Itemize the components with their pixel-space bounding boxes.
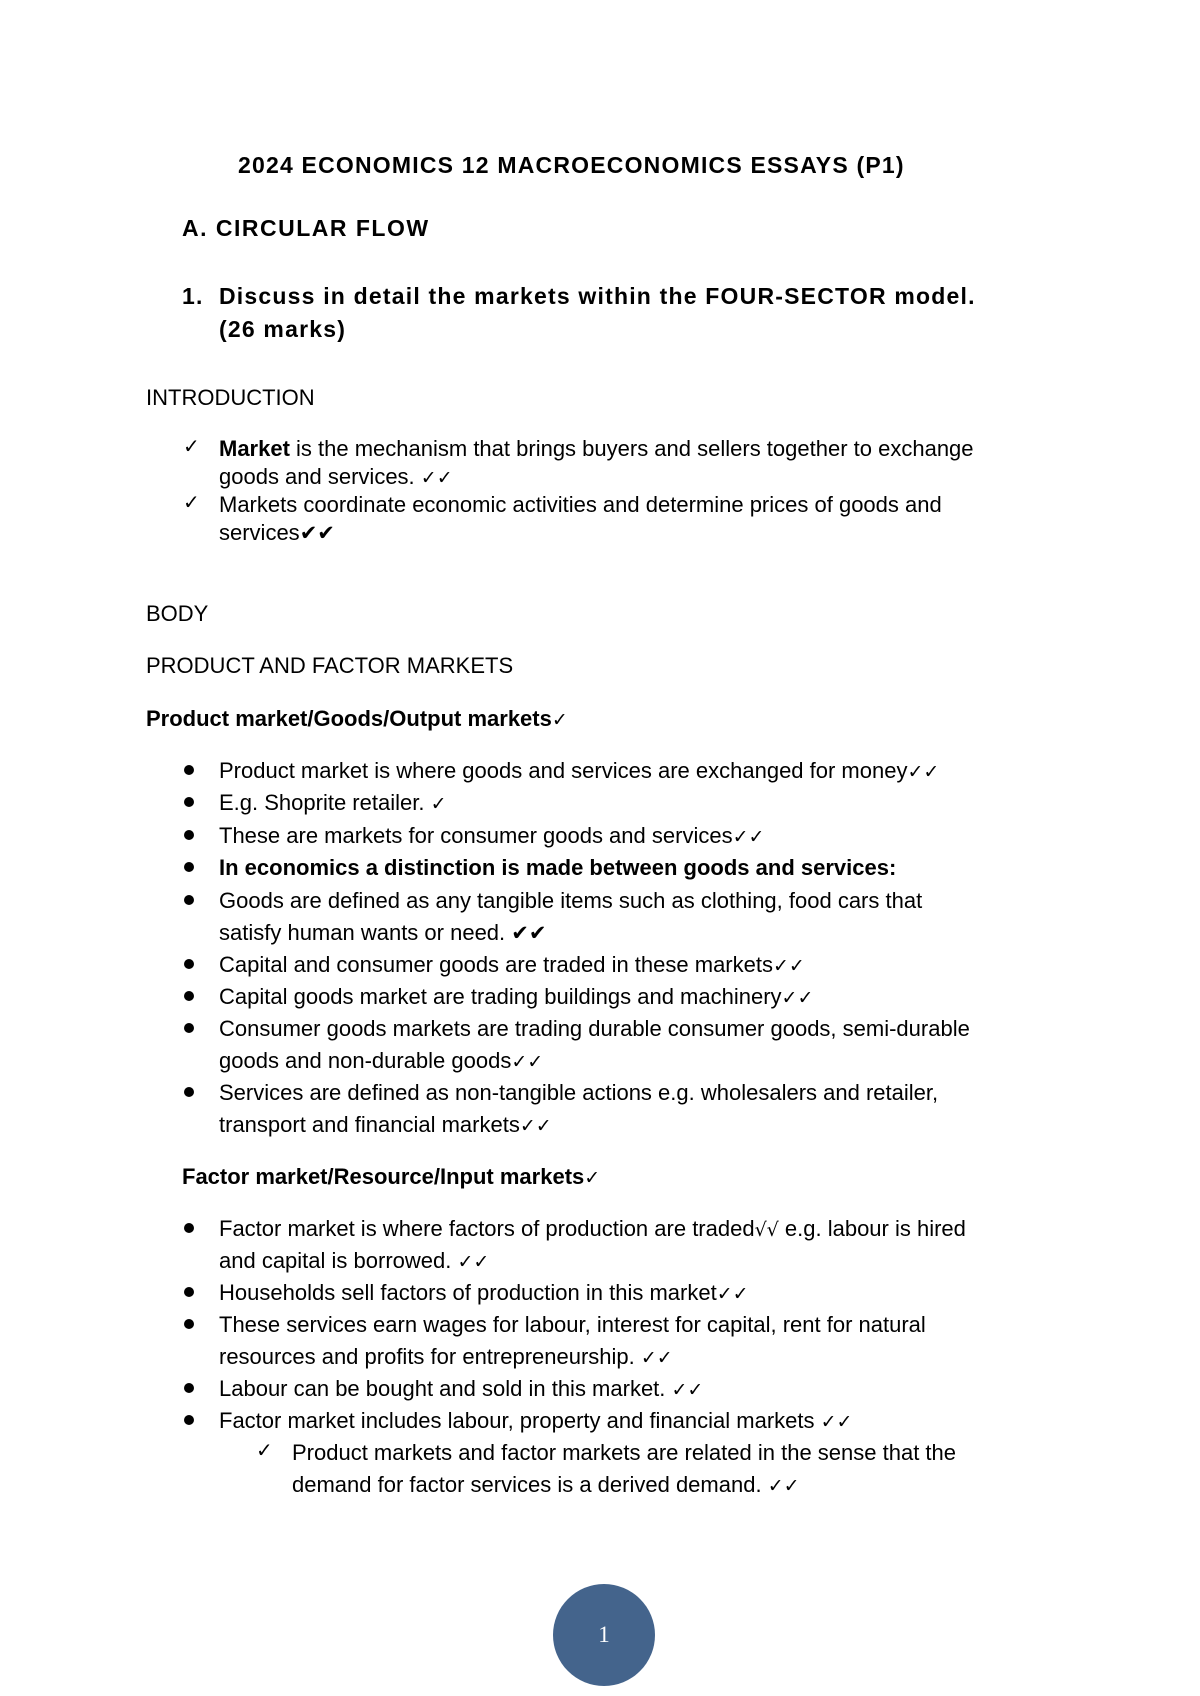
product-bullet-9-cont: transport and financial markets✓✓ — [219, 1112, 552, 1137]
factor-bullet-3-cont: resources and profits for entrepreneurship. ✓✓ — [219, 1344, 673, 1369]
tick-marks-icon: ✓✓ — [820, 1411, 853, 1433]
tick-marks-icon: ✓ — [584, 1167, 601, 1189]
tick-marks-icon: ✓✓ — [772, 955, 805, 977]
question-number: 1. — [182, 283, 204, 309]
product-bullet-8: Consumer goods markets are trading durable consumer goods, semi-durable — [219, 1016, 970, 1041]
factor-bullet-5: Factor market includes labour, property and financial markets ✓✓ — [219, 1408, 853, 1433]
product-bullet-2: E.g. Shoprite retailer. ✓ — [219, 790, 447, 815]
intro-item-1-cont — [219, 464, 453, 490]
check-marker-icon: ✓ — [183, 492, 200, 514]
tick-marks-icon: ✔✔ — [299, 521, 335, 545]
product-bullet-8-cont: goods and non-durable goods✓✓ — [219, 1048, 544, 1073]
tick-marks-icon: ✓✓ — [511, 1051, 544, 1073]
tick-marks-icon: √√ — [754, 1219, 779, 1241]
bullet-icon — [184, 991, 194, 1001]
body-heading: BODY — [146, 601, 209, 626]
tick-marks-icon: ✓✓ — [767, 1475, 800, 1497]
product-bullet-3: These are markets for consumer goods and services✓✓ — [219, 823, 765, 848]
intro-item-1-term: Market — [219, 436, 290, 461]
document-title: 2024 ECONOMICS 12 MACROECONOMICS ESSAYS (P1) — [238, 152, 905, 178]
question-marks: (26 marks) — [219, 316, 347, 342]
check-marker-icon: ✓ — [183, 436, 200, 458]
intro-item-2-cont — [219, 520, 335, 546]
bullet-icon — [184, 1223, 194, 1233]
factor-sub-item-cont: demand for factor services is a derived demand. ✓✓ — [292, 1472, 800, 1497]
bullet-icon — [184, 862, 194, 872]
tick-marks-icon: ✓✓ — [732, 826, 765, 848]
tick-marks-icon: ✓ — [551, 709, 568, 731]
intro-item-1 — [219, 436, 974, 462]
product-bullet-6: Capital and consumer goods are traded in these markets✓✓ — [219, 952, 805, 977]
intro-item-2-line2: services — [219, 520, 300, 545]
tick-marks-icon: ✓✓ — [907, 761, 940, 783]
introduction-heading: INTRODUCTION — [146, 385, 315, 410]
intro-item-1-line1: is the mechanism that brings buyers and sellers together to exchange — [289, 436, 974, 461]
factor-sub-item: Product markets and factor markets are related in the sense that the — [292, 1440, 957, 1465]
product-bullet-1: Product market is where goods and services are exchanged for money✓✓ — [219, 758, 940, 783]
question-text: Discuss in detail the markets within the FOUR-SECTOR model. — [219, 283, 976, 309]
bullet-icon — [184, 830, 194, 840]
tick-marks-icon: ✓✓ — [519, 1115, 552, 1137]
tick-marks-icon: ✓✓ — [781, 987, 814, 1009]
markets-heading: PRODUCT AND FACTOR MARKETS — [146, 653, 514, 678]
tick-marks-icon: ✓ — [430, 793, 447, 815]
tick-marks-icon: ✓✓ — [640, 1347, 673, 1369]
bullet-icon — [184, 1319, 194, 1329]
product-bullet-7: Capital goods market are trading buildings and machinery✓✓ — [219, 984, 814, 1009]
page-number: 1 — [553, 1584, 655, 1686]
tick-marks-icon: ✓✓ — [457, 1251, 490, 1273]
factor-bullet-4: Labour can be bought and sold in this market. ✓✓ — [219, 1376, 704, 1401]
tick-marks-icon: ✔✔ — [511, 921, 547, 945]
bullet-icon — [184, 1087, 194, 1097]
section-heading: A. CIRCULAR FLOW — [182, 215, 430, 241]
intro-item-1-line2: goods and services. — [219, 464, 421, 489]
check-marker-icon: ✓ — [256, 1440, 273, 1462]
factor-bullet-1-cont: and capital is borrowed. ✓✓ — [219, 1248, 490, 1273]
product-market-heading: Product market/Goods/Output markets✓ — [146, 706, 568, 731]
factor-market-heading: Factor market/Resource/Input markets✓ — [182, 1164, 601, 1189]
bullet-icon — [184, 1287, 194, 1297]
bullet-icon — [184, 1383, 194, 1393]
tick-marks-icon: ✓✓ — [716, 1283, 749, 1305]
factor-bullet-1: Factor market is where factors of production are traded√√ e.g. labour is hired — [219, 1216, 966, 1241]
bullet-icon — [184, 959, 194, 969]
bullet-icon — [184, 895, 194, 905]
product-bullet-9: Services are defined as non-tangible actions e.g. wholesalers and retailer, — [219, 1080, 939, 1105]
tick-marks-icon: ✓✓ — [420, 467, 453, 489]
bullet-icon — [184, 1415, 194, 1425]
factor-bullet-2: Households sell factors of production in this market✓✓ — [219, 1280, 749, 1305]
bullet-icon — [184, 1023, 194, 1033]
intro-item-2: Markets coordinate economic activities and determine prices of goods and — [219, 492, 942, 517]
bullet-icon — [184, 765, 194, 775]
tick-marks-icon: ✓✓ — [671, 1379, 704, 1401]
product-bullet-5-cont: satisfy human wants or need. ✔✔ — [219, 920, 547, 945]
product-bullet-5: Goods are defined as any tangible items such as clothing, food cars that — [219, 888, 923, 913]
product-bullet-4: In economics a distinction is made between goods and services: — [219, 855, 897, 880]
factor-bullet-3: These services earn wages for labour, interest for capital, rent for natural — [219, 1312, 926, 1337]
bullet-icon — [184, 797, 194, 807]
